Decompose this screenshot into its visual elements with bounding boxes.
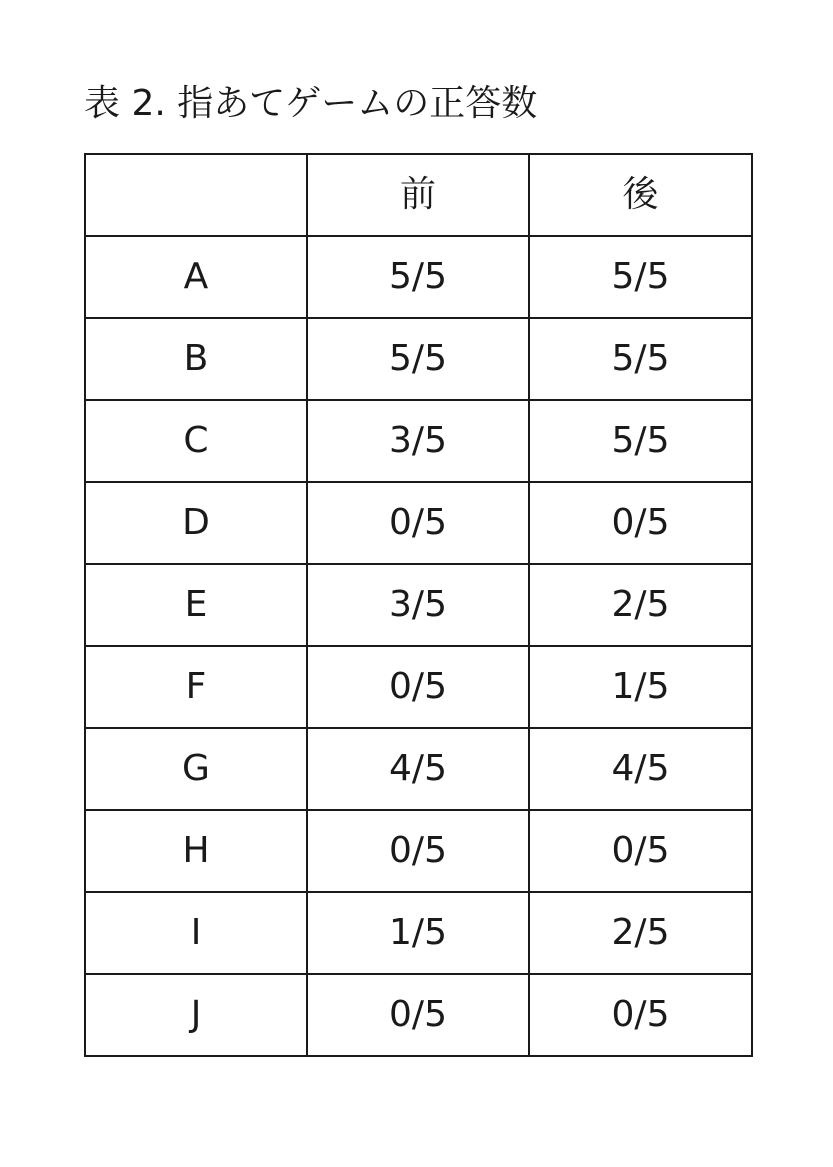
- before-score: 0/5: [307, 482, 529, 564]
- table-header-row: [85, 154, 752, 236]
- after-score: 0/5: [529, 810, 752, 892]
- row-label: E: [85, 564, 307, 646]
- before-score: 1/5: [307, 892, 529, 974]
- header-before: 前: [307, 154, 529, 236]
- after-score: 5/5: [529, 236, 752, 318]
- before-score: 4/5: [307, 728, 529, 810]
- after-score: 5/5: [529, 400, 752, 482]
- row-label: C: [85, 400, 307, 482]
- after-score: 1/5: [529, 646, 752, 728]
- before-score: 0/5: [307, 974, 529, 1056]
- before-score: 5/5: [307, 318, 529, 400]
- after-score: 4/5: [529, 728, 752, 810]
- before-score: 0/5: [307, 810, 529, 892]
- before-score: 3/5: [307, 400, 529, 482]
- row-label: J: [85, 974, 307, 1056]
- table-row: [85, 810, 752, 892]
- row-label: I: [85, 892, 307, 974]
- header-after: 後: [529, 154, 752, 236]
- row-label: G: [85, 728, 307, 810]
- table-row: [85, 892, 752, 974]
- row-label: B: [85, 318, 307, 400]
- after-score: 0/5: [529, 482, 752, 564]
- row-label: D: [85, 482, 307, 564]
- row-label: H: [85, 810, 307, 892]
- results-table: [84, 153, 753, 1057]
- table-row: [85, 400, 752, 482]
- after-score: 5/5: [529, 318, 752, 400]
- table-row: [85, 564, 752, 646]
- table-caption: 表 2. 指あてゲームの正答数: [84, 83, 538, 124]
- after-score: 2/5: [529, 892, 752, 974]
- before-score: 0/5: [307, 646, 529, 728]
- table-row: [85, 646, 752, 728]
- table-row: [85, 728, 752, 810]
- table-row: [85, 318, 752, 400]
- after-score: 0/5: [529, 974, 752, 1056]
- table-row: [85, 236, 752, 318]
- before-score: 3/5: [307, 564, 529, 646]
- row-label: A: [85, 236, 307, 318]
- table-row: [85, 482, 752, 564]
- header-empty-cell: [85, 154, 307, 236]
- table-row: [85, 974, 752, 1056]
- row-label: F: [85, 646, 307, 728]
- after-score: 2/5: [529, 564, 752, 646]
- before-score: 5/5: [307, 236, 529, 318]
